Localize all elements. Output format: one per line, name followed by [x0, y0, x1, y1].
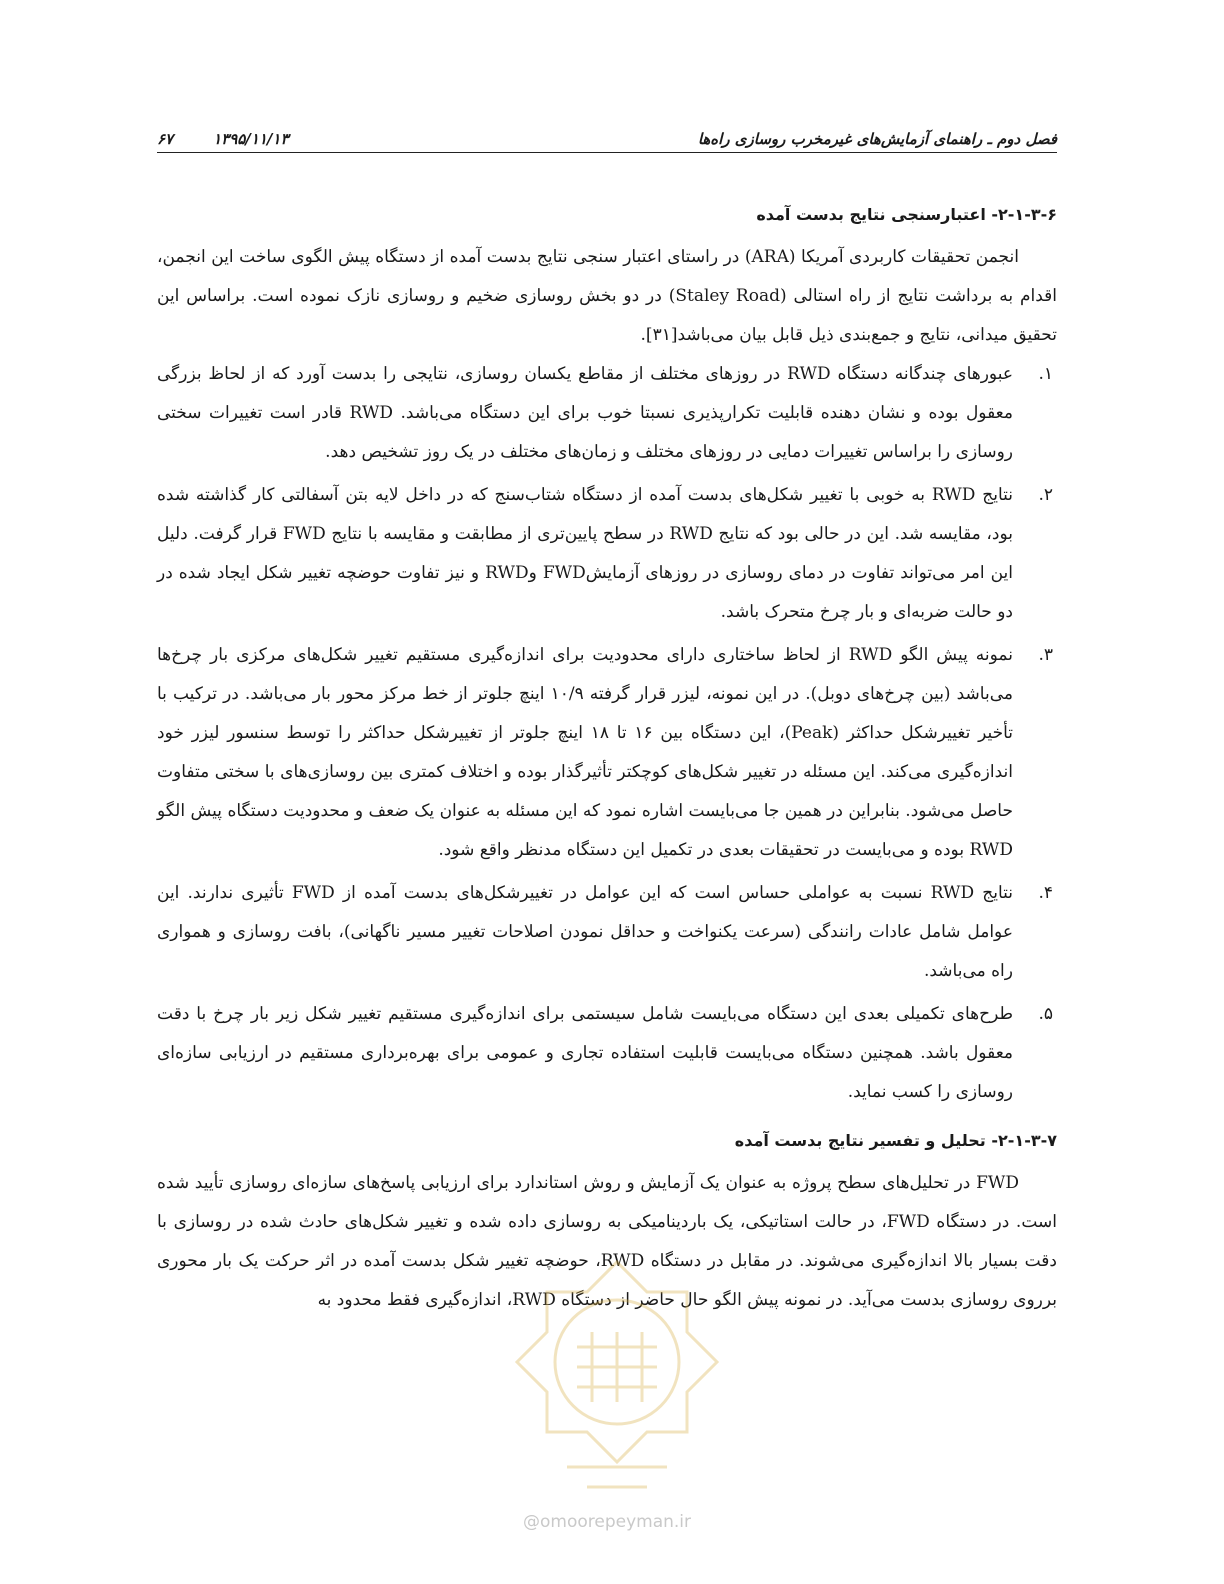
list-item: [157, 874, 1057, 991]
list-item-number: ۳.: [1038, 645, 1053, 665]
list-item: [157, 476, 1057, 632]
section-heading-validation: ۲-۱-۳-۶- اعتبارسنجی نتایج بدست آمده: [756, 205, 1057, 224]
list-item-number: ۴.: [1038, 883, 1053, 903]
section-heading-analysis: ۲-۱-۳-۷- تحلیل و تفسیر نتایج بدست آمده: [734, 1131, 1057, 1150]
list-item: [157, 355, 1057, 472]
list-item-text: نتایج RWD نسبت به عواملی حساس است که این عوامل در تغییرشکل‌های بدست آمده از FWD تأثیری ندارند. این عوامل شامل عادات رانندگی (سرعت یکنواخت و حداقل نمودن اصلاحات تغییر مسیر ناگهانی)، بافت روسازی و هموار‌ی راه می‌باشد.: [157, 883, 1014, 981]
list-item-text: عبورهای چندگانه دستگاه RWD در روزهای مختلف از مقاطع یکسان روسازی، نتایجی را بدست آورد که از لحاظ بزرگی معقول بوده و نشان دهنده قابلیت تکرارپذیری نسبتا خوب برای این دستگاه می‌باشد. RWD قادر است تغییرات سختی روسازی را براساس تغییرات دمایی در روزهای مختلف و زمان‌های مختلف در یک روز تشخیص دهد.: [157, 364, 1013, 462]
page-number: ۶۷: [157, 130, 174, 148]
list-item-text: نتایج RWD به خوبی با تغییر شکل‌های بدست آمده از دستگاه شتاب‌سنج که در داخل لایه بتن آسفالتی کار گذاشته شده بود، مقایسه شد. این در حالی بود که نتایج RWD در سطح پایین‌تری از مطابقت و مقایسه با نتایج FWD قرار گرفت. دلیل این امر می‌تواند تفاوت در دمای روسازی در روزهای آزمایشFWD وRWD و نیز تفاوت حوضچه تغییر شکل ایجاد شده در دو حالت ضربه‌ای و بار چرخ متحرک باشد.: [157, 485, 1013, 622]
page-content: [157, 200, 1057, 1320]
document-page: [157, 0, 1057, 1584]
list-item-number: ۱.: [1038, 364, 1053, 384]
watermark-seal-logo: [497, 1252, 737, 1497]
list-item-text: طرح‌های تکمیلی بعدی این دستگاه می‌بایست شامل سیستمی برای اندازه‌گیری مستقیم تغییر شکل زیر بار چرخ با دقت معقول باشد. همچنین دستگاه می‌بایست قابلیت استفاده تجاری و عمومی برای بهره‌برداری مستقیم در ارزیابی سازه‌ای روسازی را کسب نماید.: [157, 1004, 1013, 1102]
list-item-number: ۵.: [1038, 1004, 1053, 1024]
list-item: [157, 636, 1057, 870]
analysis-paragraph: FWD در تحلیل‌های سطح پروژه به عنوان یک آزمایش و روش استاندارد برای ارزیابی پاسخ‌های سازه‌ای روسازی تأیید شده است. در دستگاه FWD، در حالت استاتیکی، یک باردینامیکی به روسازی داده شده و تغییر شکل‌های حادث شده در روسازی با دقت بسیار بالا اندازه‌گیری می‌شوند. در مقابل در دستگاه RWD، حوضچه تغییر شکل بدست آمده در اثر حرکت یک بار محوری برروی روسازی بدست می‌آید. در نمونه پیش الگو حال حاضر از دستگاه RWD، اندازه‌گیری فقط محدود به: [157, 1173, 1057, 1310]
list-item: [157, 995, 1057, 1112]
intro-paragraph: انجمن تحقیقات کاربردی آمریکا (ARA) در راستای اعتبار سنجی نتایج بدست آمده از دستگاه پیش الگوی ساخت این انجمن، اقدام به برداشت نتایج از راه استالی (Staley Road) در دو بخش روسازی ضخیم و روسازی نازک نموده است. براساس این تحقیق میدانی، نتایج و جمع‌بندی ذیل قابل بیان می‌باشد[۳۱].: [157, 247, 1058, 345]
list-item-text: نمونه پیش الگو RWD از لحاظ ساختاری دارای محدودیت برای اندازه‌گیری مستقیم تغییر شکل‌های مرکزی بار چرخ‌ها می‌باشد (بین چرخ‌های دوبل). در این نمونه، لیزر قرار گرفته ۱۰/۹ اینچ جلوتر از خط مرکز محور بار می‌باشد. در ترکیب با تأخیر تغییرشکل حداکثر (Peak)، این دستگاه بین ۱۶ تا ۱۸ اینچ جلوتر از تغییرشکل حداکثر را توسط سنسور لیزر خود اندازه‌گیری می‌کند. این مسئله در تغییر شکل‌های کوچکتر تأثیرگذار بوده و اختلاف کمتری بین روسازی‌های با سختی متفاوت حاصل می‌شود. بنابراین در همین جا می‌بایست اشاره نمود که این مسئله به عنوان یک ضعف و محدودیت دستگاه پیش الگو RWD بوده و می‌بایست در تحقیقات بعدی در تکمیل این دستگاه مدنظر واقع شود.: [157, 645, 1013, 860]
chapter-title: فصل دوم ـ راهنمای آزمایش‌های غیرمخرب روسازی راه‌ها: [697, 130, 1057, 148]
running-header: [157, 118, 1057, 148]
header-rule: [157, 152, 1057, 153]
list-item-number: ۲.: [1038, 485, 1053, 505]
header-date: ۱۳۹۵/۱۱/۱۳: [213, 130, 289, 148]
footer-watermark: @omoorepeyman.ir: [522, 1512, 692, 1532]
header-left-group: [157, 130, 289, 148]
findings-list: [157, 355, 1057, 1112]
